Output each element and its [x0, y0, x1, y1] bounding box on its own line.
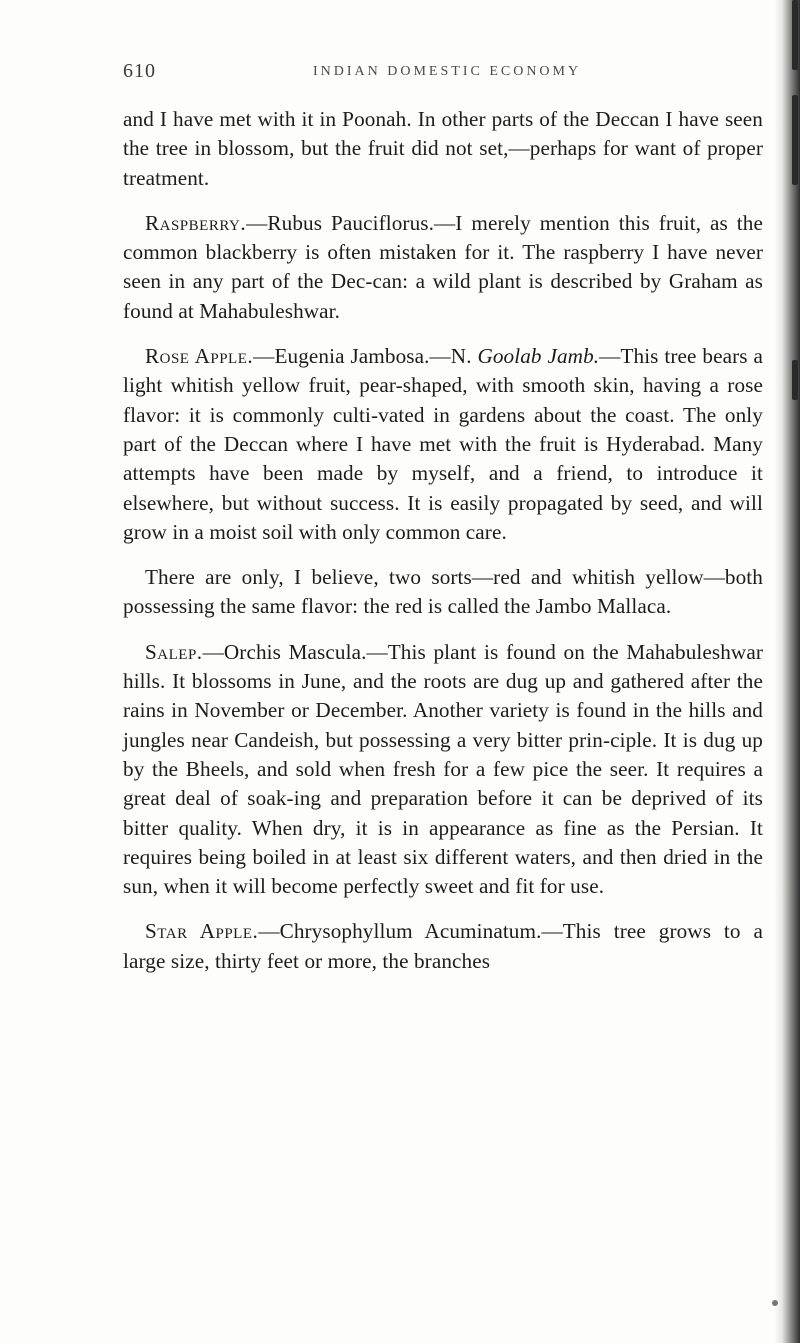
entry-heading-raspberry: Raspberry. [145, 210, 247, 235]
paragraph-loquat-continuation [123, 105, 763, 193]
edge-mark [792, 95, 798, 185]
paragraph-raspberry [123, 209, 763, 326]
page-header [123, 60, 763, 90]
paragraph-text: —This tree bears a light whitish yellow fruit, pear-shaped, with smooth skin, having a rose flavor: it is commonly culti-vated in gardens about the coast. The only part of the Deccan where I have met with the fruit is Hyderabad. Many attempts have been made by myself, and a friend, to introduce it elsewhere, but without success. It is easily propagated by seed, and will grow in a moist soil with only common care. [123, 344, 763, 544]
paragraph-salep [123, 638, 763, 902]
entry-heading-star-apple: Star Apple. [145, 919, 259, 944]
paragraph-text: —Orchis Mascula.—This plant is found on the Mahabuleshwar hills. It blossoms in June, and the roots are dug up and gathered after the rains in November or December. Another variety is found in the hills and jungles near Candeish, but possessing a very bitter prin-ciple. It is dug up by the Bheels, and sold when fresh for a few pice the seer. It requires a great deal of soak-ing and preparation before it can be deprived of its bitter quality. When dry, it is in appearance as fine as the Persian. It requires being boiled in at least six different waters, and then dried in the sun, when it will become perfectly sweet and fit for use. [123, 639, 763, 899]
native-name: Goolab Jamb. [477, 344, 600, 369]
body-text [123, 105, 763, 992]
page-number: 610 [123, 60, 156, 82]
paragraph-text: There are only, I believe, two sorts—red and whitish yellow—both possessing the same flavor: the red is called the Jambo Mallaca. [123, 565, 763, 619]
entry-heading-rose-apple: Rose Apple. [145, 344, 254, 369]
paragraph-rose-apple-sorts [123, 563, 763, 622]
paper-speck [772, 1300, 778, 1306]
paragraph-rose-apple [123, 342, 763, 547]
edge-mark [792, 0, 798, 70]
paragraph-text: —Chrysophyllum Acuminatum.—This tree grows to a large size, thirty feet or more, the branches [123, 919, 763, 973]
running-head: INDIAN DOMESTIC ECONOMY [313, 64, 582, 79]
paragraph-star-apple [123, 917, 763, 976]
paragraph-text-lead: —Eugenia Jambosa.—N. [253, 344, 478, 369]
edge-mark [792, 360, 798, 400]
entry-heading-salep: Salep. [145, 639, 203, 664]
paragraph-text: and I have met with it in Poonah. In other parts of the Deccan I have seen the tree in blossom, but the fruit did not set,—perhaps for want of proper treatment. [123, 107, 763, 190]
binding-shadow [774, 0, 800, 1343]
paragraph-text: —Rubus Pauciflorus.—I merely mention this fruit, as the common blackberry is often mistaken for it. The raspberry I have never seen in any part of the Dec-can: a wild plant is described by Graham as found at Mahabuleshwar. [123, 210, 763, 323]
